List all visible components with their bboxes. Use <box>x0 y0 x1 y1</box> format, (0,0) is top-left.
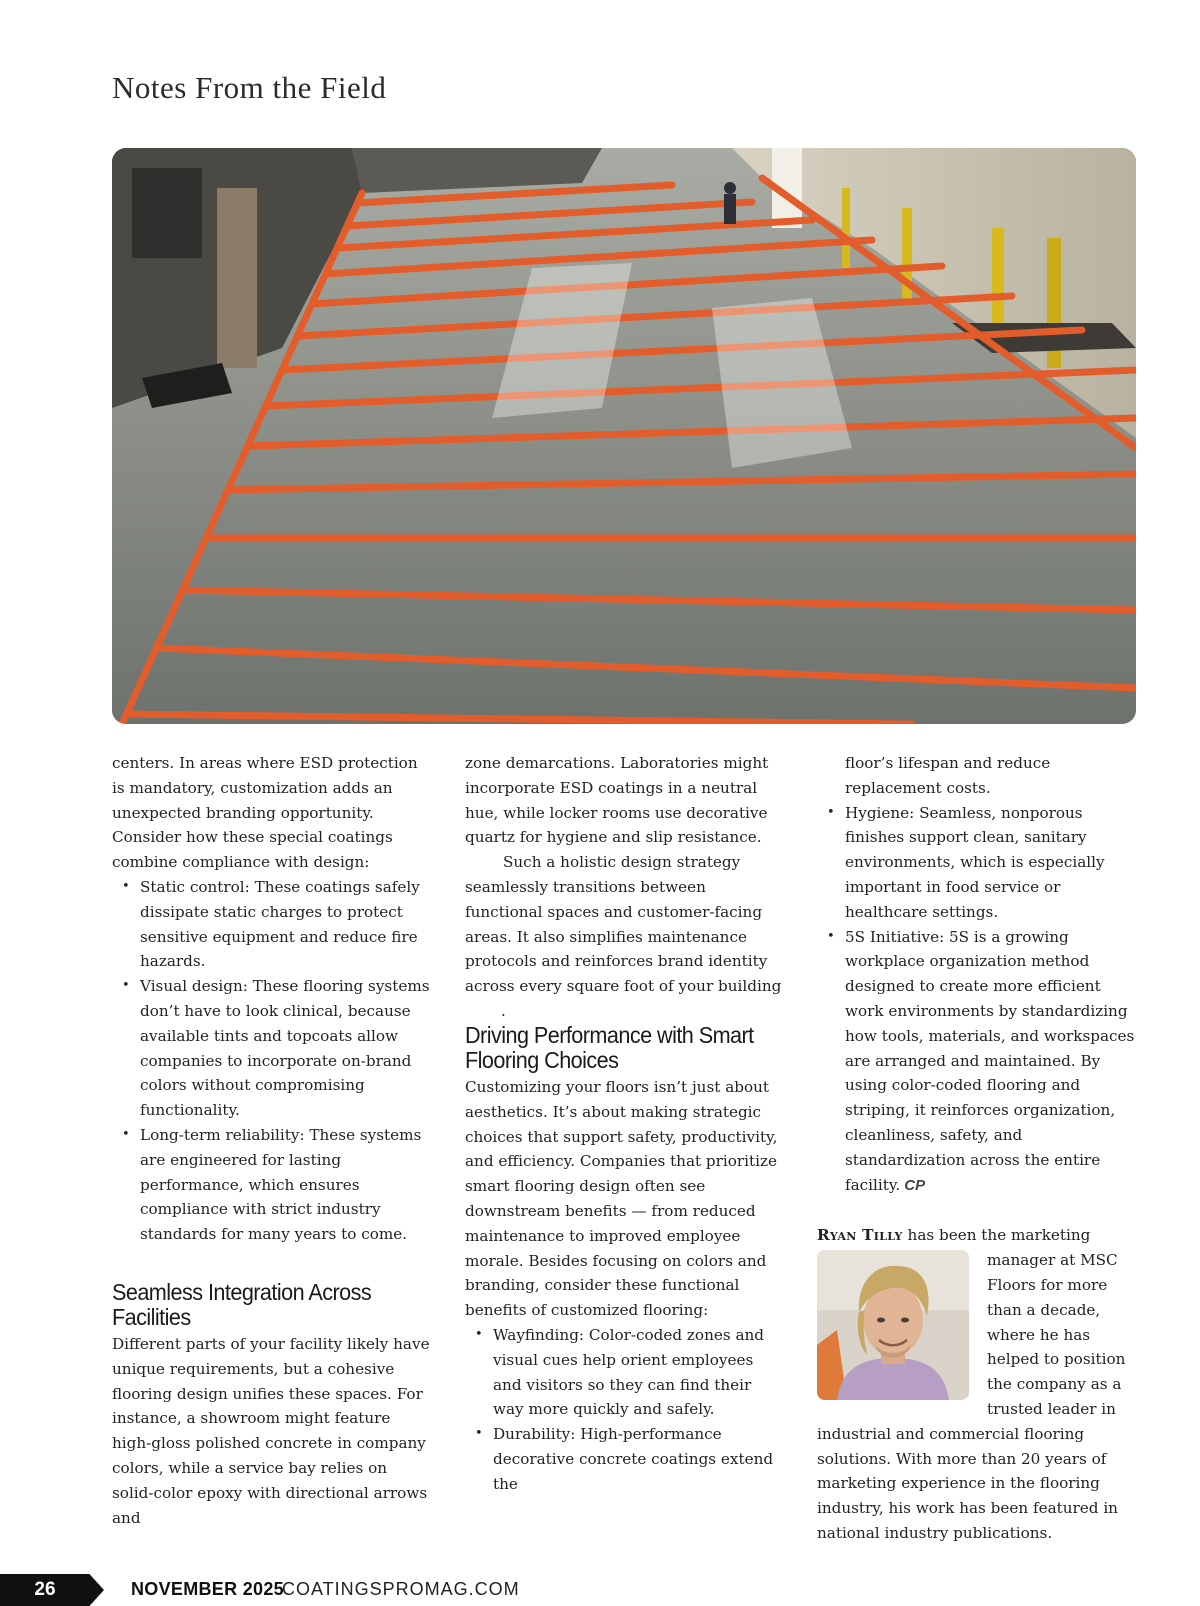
col2-bullet-list <box>465 1323 785 1497</box>
author-name: Ryan Tilly <box>817 1226 903 1245</box>
section-title: Notes From the Field <box>112 70 387 105</box>
floor-photo <box>112 148 1136 724</box>
stray-dot: . <box>501 1001 506 1020</box>
bio-lead: has been the marketing <box>907 1226 1091 1245</box>
list-item: • Long-term reliability: These systems are engineered for lasting performance, which ensures compliance with strict industry standards for many years to come. <box>112 1123 432 1247</box>
heading-driving-performance: Driving Performance with Smart Flooring Choices <box>465 1021 754 1073</box>
column-2 <box>465 751 785 1497</box>
list-item <box>817 925 1137 1199</box>
col1-bullet-list <box>112 875 432 1247</box>
magazine-website: COATINGSPROMAG.COM <box>282 1579 520 1599</box>
col2-paragraph-1: zone demarcations. Laboratories might incorporate ESD coatings in a neutral hue, while locker rooms use decorative quartz for hygiene and slip resistance. <box>465 754 769 847</box>
author-headshot-icon <box>817 1250 969 1400</box>
col2-paragraph-3: Customizing your floors isn’t just about aesthetics. It’s about making strategic choices that support safety, productivity, and efficiency. Companies that prioritize smart flooring design often see downstream benefits — from reduced maintenance to improved employee morale. Besides focusing on colors and branding, consider these functional benefits of customized flooring: <box>465 1077 778 1320</box>
cp-end-mark: CP <box>904 1176 926 1194</box>
col3-continuation: floor’s lifespan and reduce replacement costs. <box>845 754 1051 797</box>
bio-rest: industrial and commercial flooring solutions. With more than 20 years of marketing experience in the flooring industry, his work has been featured in national industry publications. <box>817 1424 1118 1542</box>
issue-date: NOVEMBER 2025 <box>131 1579 284 1599</box>
col1-intro: centers. In areas where ESD protection is mandatory, customization adds an unexpected branding opportunity. Consider how these special coatings combine compliance with design: <box>112 754 418 872</box>
bio-wrap <box>817 1248 1137 1422</box>
column-3 <box>817 751 1137 1546</box>
orange-striped-floor-photo-icon <box>112 148 1136 724</box>
author-bio <box>817 1223 1137 1545</box>
col1-paragraph: Different parts of your facility likely have unique requirements, but a cohesive flooring design unifies these spaces. For instance, a showroom might feature high-gloss polished concrete in company colors, while a service bay relies on solid-color epoxy with directional arrows and <box>112 1334 430 1527</box>
list-item: • Wayfinding: Color-coded zones and visual cues help orient employees and visitors so they can find their way more quickly and safely. <box>465 1323 785 1422</box>
col2-paragraph-2: Such a holistic design strategy seamlessly transitions between functional spaces and customer-facing areas. It also simplifies maintenance protocols and reinforces brand identity across every square foot of your building <box>465 853 782 996</box>
list-item: • Visual design: These flooring systems don’t have to look clinical, because available tints and topcoats allow companies to incorporate on-brand colors without compromising functionality. <box>112 974 432 1123</box>
bio-side-text: manager at MSC Floors for more than a decade, where he has helped to position the company as a trusted leader in <box>987 1251 1126 1418</box>
list-item: • Static control: These coatings safely dissipate static charges to protect sensitive equipment and reduce fire hazards. <box>112 875 432 974</box>
page-number: 26 <box>34 1579 56 1600</box>
list-item-text: 5S Initiative: 5S is a growing workplace organization method designed to create more efficient work environments by standardizing how tools, materials, and workspaces are arranged and maintained. By using color-coded flooring and striping, it reinforces organization, cleanliness, safety, and standardization across the entire facility. <box>845 927 1135 1194</box>
list-item: • Hygiene: Seamless, nonporous finishes support clean, sanitary environments, which is especially important in food service or healthcare settings. <box>817 801 1137 925</box>
bio-first-line <box>817 1223 1137 1248</box>
col3-bullet-list <box>817 801 1137 1199</box>
list-item: • Durability: High-performance decorative concrete coatings extend the <box>465 1422 785 1496</box>
author-headshot <box>817 1250 969 1400</box>
column-1 <box>112 751 432 1530</box>
heading-seamless-integration: Seamless Integration Across Facilities <box>112 1278 372 1330</box>
